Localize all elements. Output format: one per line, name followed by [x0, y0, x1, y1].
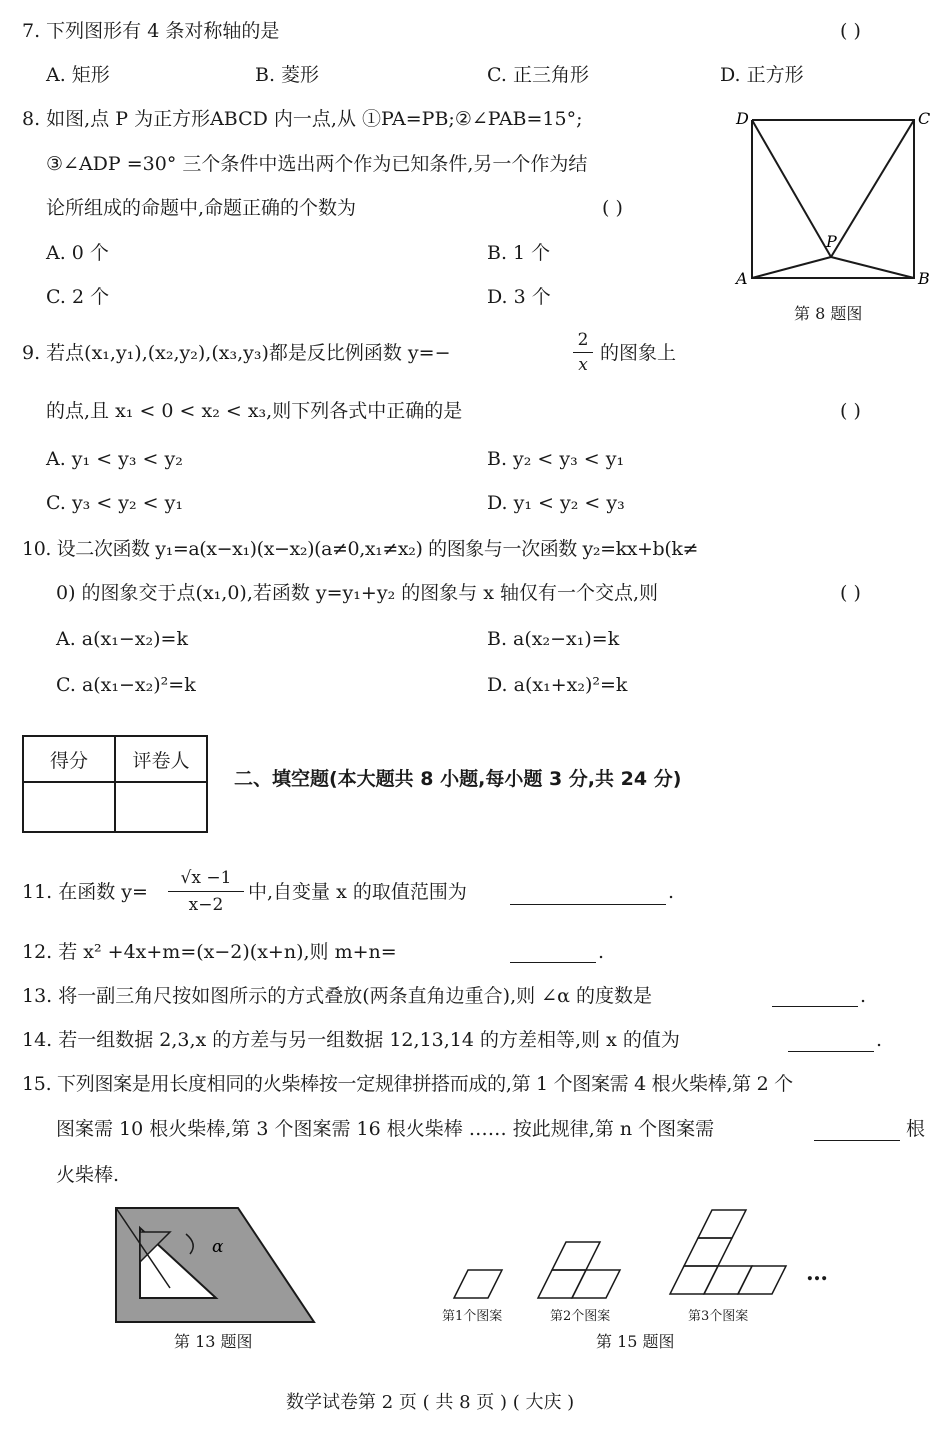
q9-option-b: B. y₂ < y₃ < y₁ [487, 448, 625, 470]
fig15-pattern3-label: 第3个图案 [688, 1309, 749, 1324]
fig15-matchstick-patterns [430, 1200, 850, 1310]
q11-prefix: 11. 在函数 y= [22, 881, 148, 903]
q9-line1-post: 的图象上 [600, 342, 677, 364]
q8-square-figure [730, 106, 940, 296]
q8-line1: 8. 如图,点 P 为正方形ABCD 内一点,从 ①PA=PB;②∠PAB=15°; [22, 108, 583, 130]
q8-option-b: B. 1 个 [487, 242, 551, 264]
q13-period: . [860, 985, 867, 1007]
q14-answer-blank[interactable] [788, 1051, 874, 1052]
q11-text: 中,自变量 x 的取值范围为 [248, 881, 467, 903]
q15-line2-end: 根 [906, 1118, 926, 1140]
q7-option-c: C. 正三角形 [487, 64, 589, 86]
page-footer: 数学试卷第 2 页 ( 共 8 页 ) ( 大庆 ) [286, 1392, 575, 1413]
q13-answer-blank[interactable] [772, 1006, 858, 1007]
q8-answer-paren: ( ) [602, 197, 623, 219]
fig13-set-squares [110, 1200, 330, 1330]
q13-text: 13. 将一副三角尺按如图所示的方式叠放(两条直角边重合),则 ∠α 的度数是 [22, 985, 652, 1007]
fig15-pattern1-label: 第1个图案 [442, 1309, 503, 1324]
q9-line1-pre: 9. 若点(x₁,y₁),(x₂,y₂),(x₃,y₃)都是反比例函数 y=− [22, 342, 451, 364]
grader-cell [115, 782, 207, 832]
q11-fraction-numerator: √x −1 [180, 868, 232, 888]
q15-answer-blank[interactable] [814, 1140, 900, 1141]
fig15-pattern2-label: 第2个图案 [550, 1309, 611, 1324]
q15-line1: 15. 下列图案是用长度相同的火柴棒按一定规律拼搭而成的,第 1 个图案需 4 根火柴棒,第 2 个 [22, 1073, 793, 1095]
q11-fraction-bar [168, 891, 244, 892]
q14-text: 14. 若一组数据 2,3,x 的方差与另一组数据 12,13,14 的方差相等,则 x 的值为 [22, 1029, 680, 1051]
fig8-label-c: C [918, 109, 931, 128]
q7-option-a: A. 矩形 [46, 64, 110, 86]
fig13-caption: 第 13 题图 [174, 1332, 253, 1351]
q9-line2: 的点,且 x₁ < 0 < x₂ < x₃,则下列各式中正确的是 [46, 400, 463, 422]
score-header: 得分 [23, 736, 115, 782]
q12-answer-blank[interactable] [510, 962, 596, 963]
fig8-label-d: D [736, 109, 749, 128]
q9-answer-paren: ( ) [840, 400, 861, 422]
q9-option-d: D. y₁ < y₂ < y₃ [487, 492, 625, 514]
q8-option-a: A. 0 个 [46, 242, 109, 264]
q9-fraction-numerator: 2 [577, 330, 589, 350]
q8-line2: ③∠ADP =30° 三个条件中选出两个作为已知条件,另一个作为结 [46, 153, 588, 175]
q9-fraction-denominator: x [578, 355, 588, 375]
q7-answer-paren: ( ) [840, 20, 861, 42]
q10-option-c: C. a(x₁−x₂)²=k [56, 674, 196, 696]
q15-line2: 图案需 10 根火柴棒,第 3 个图案需 16 根火柴棒 …… 按此规律,第 n 个图案需 [56, 1118, 715, 1140]
q10-answer-paren: ( ) [840, 582, 861, 604]
q7-option-b: B. 菱形 [255, 64, 320, 86]
q10-line1: 10. 设二次函数 y₁=a(x−x₁)(x−x₂)(a≠0,x₁≠x₂) 的图象与一次函数 y₂=kx+b(k≠ [22, 538, 698, 560]
q10-option-b: B. a(x₂−x₁)=k [487, 628, 620, 650]
q8-option-d: D. 3 个 [487, 286, 551, 308]
q15-line3: 火柴棒. [56, 1164, 120, 1186]
fig8-label-a: A [736, 269, 748, 288]
q7-option-d: D. 正方形 [720, 64, 804, 86]
q11-period: . [668, 881, 675, 903]
section-2-title: 二、填空题(本大题共 8 小题,每小题 3 分,共 24 分) [234, 768, 682, 790]
fig15-caption: 第 15 题图 [596, 1332, 675, 1351]
q9-fraction-bar [573, 352, 593, 353]
q12-text: 12. 若 x² +4x+m=(x−2)(x+n),则 m+n= [22, 941, 397, 963]
q9-option-a: A. y₁ < y₃ < y₂ [46, 448, 183, 470]
q11-answer-blank[interactable] [510, 904, 666, 905]
fig13-alpha-label: α [212, 1237, 224, 1257]
q10-option-a: A. a(x₁−x₂)=k [56, 628, 188, 650]
q9-option-c: C. y₃ < y₂ < y₁ [46, 492, 183, 514]
fig8-label-b: B [918, 269, 930, 288]
q8-option-c: C. 2 个 [46, 286, 110, 308]
q12-period: . [598, 941, 605, 963]
q8-line3: 论所组成的命题中,命题正确的个数为 [46, 197, 357, 219]
fig8-label-p: P [826, 232, 837, 251]
q11-fraction-denominator: x−2 [188, 895, 224, 915]
q10-line2: 0) 的图象交于点(x₁,0),若函数 y=y₁+y₂ 的图象与 x 轴仅有一个交点,则 [56, 582, 659, 604]
fig15-ellipsis: … [806, 1260, 828, 1286]
q7-stem: 7. 下列图形有 4 条对称轴的是 [22, 20, 280, 42]
q14-period: . [876, 1029, 883, 1051]
grader-header: 评卷人 [115, 736, 207, 782]
score-table [22, 735, 208, 833]
q10-option-d: D. a(x₁+x₂)²=k [487, 674, 628, 696]
score-cell [23, 782, 115, 832]
fig8-caption: 第 8 题图 [794, 304, 863, 323]
